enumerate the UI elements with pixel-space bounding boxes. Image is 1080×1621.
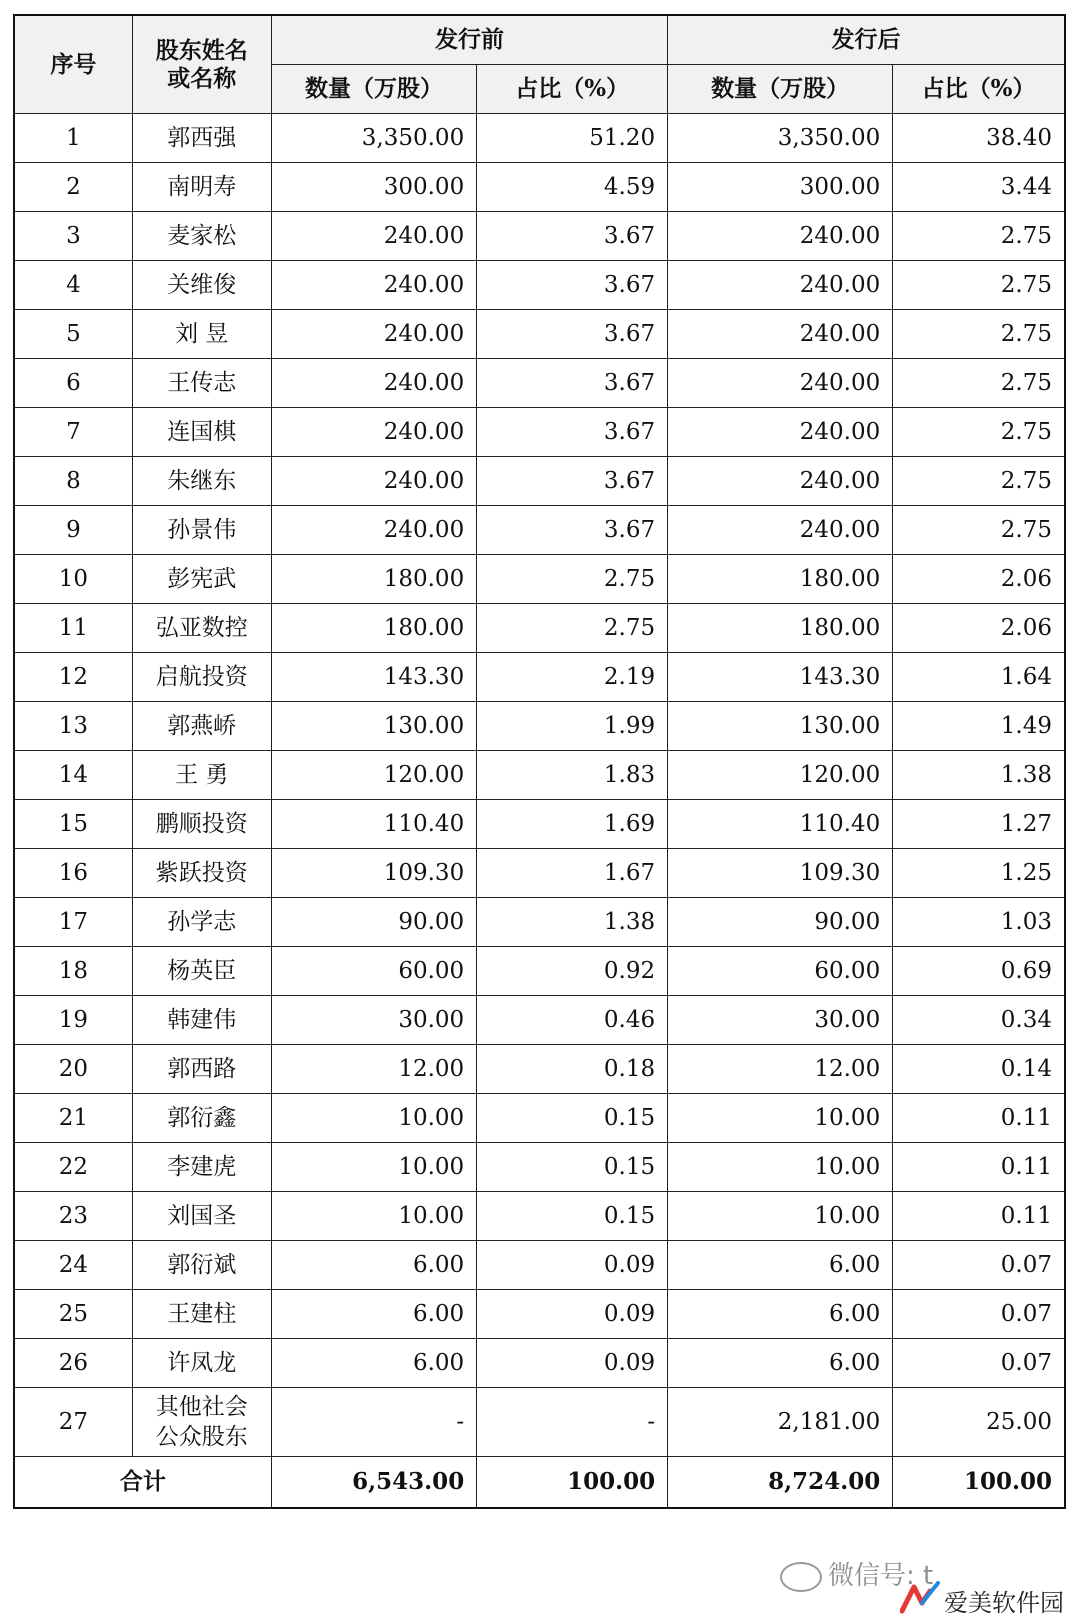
header-after-issue: 发行后 [668,15,1065,65]
row-pre-pct: 1.67 [477,849,668,898]
row-post-pct: 2.75 [893,359,1065,408]
row-pre-pct: 3.67 [477,506,668,555]
row-no: 3 [14,212,132,261]
table-row [14,800,1065,849]
row-pre-pct: 0.18 [477,1045,668,1094]
row-post-pct: 2.06 [893,555,1065,604]
table-row [14,1339,1065,1388]
row-pre-qty: 3,350.00 [271,114,476,163]
row-no: 14 [14,751,132,800]
row-post-qty: 130.00 [668,702,893,751]
row-post-qty: 240.00 [668,506,893,555]
row-no: 24 [14,1241,132,1290]
row-name: 郭西强 [132,114,271,163]
row-name: 南明寿 [132,163,271,212]
row-pre-qty: 180.00 [271,555,476,604]
wechat-watermark-text: 微信号: t [828,1561,934,1591]
row-no: 22 [14,1143,132,1192]
table-row [14,555,1065,604]
row-pre-qty: 60.00 [271,947,476,996]
row-pre-qty: 110.40 [271,800,476,849]
row-pre-pct: 1.69 [477,800,668,849]
row-pre-qty: 6.00 [271,1241,476,1290]
row-pre-pct: 3.67 [477,310,668,359]
row-no: 23 [14,1192,132,1241]
row-post-pct: 1.49 [893,702,1065,751]
row-post-qty: 240.00 [668,359,893,408]
row-post-pct: 2.75 [893,506,1065,555]
row-name: 王传志 [132,359,271,408]
row-pre-qty: 240.00 [271,457,476,506]
row-pre-pct: 3.67 [477,359,668,408]
row-no: 15 [14,800,132,849]
row-post-pct: 1.27 [893,800,1065,849]
row-name: 孙学志 [132,898,271,947]
row-post-pct: 0.34 [893,996,1065,1045]
row-pre-pct: 0.46 [477,996,668,1045]
total-pre-qty: 6,543.00 [271,1457,476,1509]
row-pre-qty: 120.00 [271,751,476,800]
row-pre-pct: 51.20 [477,114,668,163]
wechat-icon [780,1562,822,1592]
row-post-qty: 90.00 [668,898,893,947]
row-post-pct: 1.25 [893,849,1065,898]
row-pre-pct: 0.15 [477,1192,668,1241]
row-name: 启航投资 [132,653,271,702]
row-name: 连国棋 [132,408,271,457]
row-post-pct: 2.75 [893,310,1065,359]
total-pre-pct: 100.00 [477,1457,668,1509]
row-post-qty: 300.00 [668,163,893,212]
table-row [14,898,1065,947]
row-post-qty: 180.00 [668,604,893,653]
row-pre-qty: 10.00 [271,1094,476,1143]
row-post-pct: 0.07 [893,1339,1065,1388]
row-post-pct: 2.75 [893,261,1065,310]
row-post-qty: 120.00 [668,751,893,800]
row-post-pct: 2.75 [893,212,1065,261]
row-post-qty: 240.00 [668,212,893,261]
table-row [14,1045,1065,1094]
row-pre-qty: 30.00 [271,996,476,1045]
row-post-pct: 2.75 [893,408,1065,457]
row-pre-qty: 10.00 [271,1192,476,1241]
row-name: 朱继东 [132,457,271,506]
row-pre-pct: 3.67 [477,212,668,261]
row-pre-pct: 0.15 [477,1094,668,1143]
row-no: 10 [14,555,132,604]
row-pre-qty: 109.30 [271,849,476,898]
row-pre-pct: 3.67 [477,408,668,457]
row-pre-pct: 0.09 [477,1241,668,1290]
table-row [14,114,1065,163]
row-name: 鹏顺投资 [132,800,271,849]
row-pre-qty: 12.00 [271,1045,476,1094]
row-pre-qty: 240.00 [271,310,476,359]
row-pre-qty: 90.00 [271,898,476,947]
row-post-pct: 2.75 [893,457,1065,506]
row-post-pct: 0.14 [893,1045,1065,1094]
table-body [14,114,1065,1457]
row-post-qty: 12.00 [668,1045,893,1094]
row-no: 11 [14,604,132,653]
row-pre-pct: 1.83 [477,751,668,800]
row-name: 杨英臣 [132,947,271,996]
table-row [14,947,1065,996]
row-pre-qty: 6.00 [271,1339,476,1388]
row-name: 麦家松 [132,212,271,261]
row-pre-qty: 240.00 [271,408,476,457]
row-pre-pct: 2.19 [477,653,668,702]
table-row [14,849,1065,898]
row-pre-qty: 240.00 [271,359,476,408]
row-no: 5 [14,310,132,359]
header-before-issue: 发行前 [271,15,667,65]
brand-logo-icon [900,1581,940,1615]
row-no: 4 [14,261,132,310]
row-name: 郭衍鑫 [132,1094,271,1143]
row-no: 12 [14,653,132,702]
brand-watermark-text: 爱美软件园 [944,1589,1064,1617]
row-no: 9 [14,506,132,555]
row-post-qty: 60.00 [668,947,893,996]
total-label: 合计 [14,1457,271,1509]
row-no: 20 [14,1045,132,1094]
row-pre-pct: 3.67 [477,457,668,506]
row-post-qty: 110.40 [668,800,893,849]
row-pre-pct: - [477,1388,668,1457]
table-row [14,1241,1065,1290]
row-name: 韩建伟 [132,996,271,1045]
row-pre-pct: 2.75 [477,604,668,653]
row-name: 其他社会公众股东 [132,1388,271,1457]
row-pre-pct: 1.38 [477,898,668,947]
header-seq: 序号 [14,15,132,114]
table-row [14,310,1065,359]
table-row [14,751,1065,800]
row-no: 6 [14,359,132,408]
row-pre-qty: 6.00 [271,1290,476,1339]
row-name: 王 勇 [132,751,271,800]
row-no: 25 [14,1290,132,1339]
row-pre-pct: 1.99 [477,702,668,751]
row-pre-qty: 300.00 [271,163,476,212]
row-post-qty: 180.00 [668,555,893,604]
total-post-pct: 100.00 [893,1457,1065,1509]
row-pre-pct: 0.92 [477,947,668,996]
header-pre-qty: 数量（万股） [271,65,476,114]
row-no: 13 [14,702,132,751]
row-pre-qty: 10.00 [271,1143,476,1192]
row-post-qty: 240.00 [668,310,893,359]
total-row [14,1457,1065,1509]
row-post-pct: 3.44 [893,163,1065,212]
table-header [14,15,1065,114]
row-post-qty: 6.00 [668,1241,893,1290]
table-row [14,261,1065,310]
table-row [14,408,1065,457]
row-post-pct: 38.40 [893,114,1065,163]
row-name: 刘国圣 [132,1192,271,1241]
row-pre-pct: 0.09 [477,1339,668,1388]
row-post-qty: 143.30 [668,653,893,702]
row-pre-qty: 130.00 [271,702,476,751]
row-name: 关维俊 [132,261,271,310]
table-row [14,212,1065,261]
row-name: 弘亚数控 [132,604,271,653]
row-pre-pct: 4.59 [477,163,668,212]
row-post-qty: 240.00 [668,408,893,457]
row-no: 17 [14,898,132,947]
table-row [14,604,1065,653]
row-post-qty: 240.00 [668,457,893,506]
row-post-pct: 0.11 [893,1143,1065,1192]
row-pre-qty: 143.30 [271,653,476,702]
row-pre-qty: - [271,1388,476,1457]
row-post-qty: 109.30 [668,849,893,898]
table-row [14,359,1065,408]
row-post-pct: 0.07 [893,1241,1065,1290]
row-name: 郭西路 [132,1045,271,1094]
row-pre-qty: 240.00 [271,212,476,261]
row-name: 许凤龙 [132,1339,271,1388]
row-no: 19 [14,996,132,1045]
row-post-qty: 3,350.00 [668,114,893,163]
row-no: 21 [14,1094,132,1143]
table-row [14,506,1065,555]
row-post-pct: 1.03 [893,898,1065,947]
row-post-qty: 6.00 [668,1339,893,1388]
row-no: 2 [14,163,132,212]
row-post-pct: 0.11 [893,1192,1065,1241]
row-post-qty: 2,181.00 [668,1388,893,1457]
row-pre-pct: 0.15 [477,1143,668,1192]
row-pre-pct: 3.67 [477,261,668,310]
row-post-qty: 6.00 [668,1290,893,1339]
row-post-pct: 0.11 [893,1094,1065,1143]
row-post-qty: 10.00 [668,1094,893,1143]
row-no: 7 [14,408,132,457]
row-pre-qty: 240.00 [271,506,476,555]
header-pre-pct: 占比（%） [477,65,668,114]
row-post-pct: 25.00 [893,1388,1065,1457]
row-post-qty: 10.00 [668,1143,893,1192]
row-no: 8 [14,457,132,506]
row-pre-pct: 0.09 [477,1290,668,1339]
header-post-qty: 数量（万股） [668,65,893,114]
row-no: 26 [14,1339,132,1388]
shareholder-table [13,14,1066,1509]
row-no: 16 [14,849,132,898]
row-no: 1 [14,114,132,163]
row-post-pct: 0.69 [893,947,1065,996]
header-name: 股东姓名或名称 [132,15,271,114]
table-row [14,457,1065,506]
table-row [14,702,1065,751]
row-name: 李建虎 [132,1143,271,1192]
row-name: 刘 昱 [132,310,271,359]
table-row [14,163,1065,212]
row-pre-pct: 2.75 [477,555,668,604]
row-post-qty: 240.00 [668,261,893,310]
table-row [14,1094,1065,1143]
table-row [14,653,1065,702]
row-name: 紫跃投资 [132,849,271,898]
row-name: 郭衍斌 [132,1241,271,1290]
table-row [14,996,1065,1045]
row-post-pct: 0.07 [893,1290,1065,1339]
row-no: 27 [14,1388,132,1457]
table-row [14,1192,1065,1241]
header-post-pct: 占比（%） [893,65,1065,114]
table-row [14,1290,1065,1339]
row-name: 孙景伟 [132,506,271,555]
row-name: 郭燕峤 [132,702,271,751]
row-pre-qty: 180.00 [271,604,476,653]
row-name: 王建柱 [132,1290,271,1339]
row-post-qty: 30.00 [668,996,893,1045]
total-post-qty: 8,724.00 [668,1457,893,1509]
row-post-pct: 1.38 [893,751,1065,800]
row-post-pct: 2.06 [893,604,1065,653]
row-post-qty: 10.00 [668,1192,893,1241]
row-post-pct: 1.64 [893,653,1065,702]
table-row [14,1388,1065,1457]
row-name: 彭宪武 [132,555,271,604]
row-no: 18 [14,947,132,996]
table-row [14,1143,1065,1192]
row-pre-qty: 240.00 [271,261,476,310]
